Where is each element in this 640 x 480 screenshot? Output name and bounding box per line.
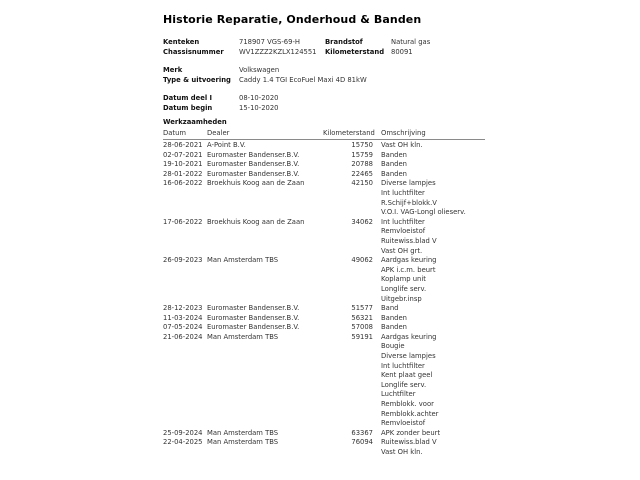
table-row (163, 170, 485, 180)
omschrijving-line: APK zonder beurt (381, 428, 441, 437)
omschrijving-line: Bougie (381, 342, 405, 351)
info-row (163, 65, 488, 75)
cell-omschrijving (373, 170, 485, 180)
info-row (163, 93, 488, 103)
omschrijving-line: Band (381, 304, 399, 313)
omschrijving-line: Ruitewiss.blad V (381, 438, 437, 447)
omschrijving-line: Ruitewiss.blad V (381, 236, 437, 245)
cell-omschrijving (373, 256, 485, 304)
cell-dealer: Man Amsterdam TBS (207, 332, 279, 341)
werkzaamheden-table (163, 129, 485, 458)
table-row (163, 304, 485, 314)
omschrijving-line: Int luchtfilter (381, 188, 425, 197)
cell-omschrijving (373, 314, 485, 324)
table-row (163, 256, 485, 304)
omschrijving-line: Vast OH kln. (381, 448, 423, 456)
cell-dealer: Euromaster Bandenser.B.V. (207, 150, 300, 159)
cell-kilometerstand: 22465 (351, 169, 373, 178)
omschrijving-line: Banden (381, 323, 407, 332)
cell-dealer: Euromaster Bandenser.B.V. (207, 160, 300, 169)
cell-omschrijving (373, 429, 485, 439)
table-row (163, 438, 485, 457)
omschrijving-line: Remvloeistof (381, 419, 426, 428)
cell-dealer: Broekhuis Koog aan de Zaan (207, 179, 305, 188)
omschrijving-line: Int luchtfilter (381, 217, 425, 226)
datum-deel-label: Datum deel I (163, 94, 213, 102)
omschrijving-line: Diverse lampjes (381, 179, 436, 188)
table-row (163, 151, 485, 161)
cell-datum: 28-06-2021 (163, 141, 203, 149)
cell-kilometerstand: 56321 (351, 313, 373, 322)
omschrijving-line: Banden (381, 313, 407, 322)
cell-kilometerstand: 34062 (351, 217, 373, 226)
type-uitvoering-value: Caddy 1.4 TGI EcoFuel Maxi 4D 81kW (239, 76, 367, 84)
datum-deel-value: 08-10-2020 (239, 94, 279, 102)
cell-datum: 07-05-2024 (163, 323, 203, 332)
cell-datum: 21-06-2024 (163, 332, 203, 341)
cell-dealer: Euromaster Bandenser.B.V. (207, 169, 300, 178)
datum-begin-label: Datum begin (163, 104, 213, 112)
page-title: Historie Reparatie, Onderhoud & Banden (163, 13, 422, 26)
cell-dealer: Euromaster Bandenser.B.V. (207, 323, 300, 332)
brandstof-value: Natural gas (391, 38, 431, 46)
vehicle-type-block (163, 65, 488, 85)
cell-datum: 28-12-2023 (163, 304, 203, 313)
info-row (163, 37, 488, 47)
cell-kilometerstand: 49062 (351, 256, 373, 265)
omschrijving-line: Koplamp unit (381, 275, 426, 284)
column-header-dealer: Dealer (207, 129, 230, 137)
cell-datum: 11-03-2024 (163, 313, 203, 322)
cell-kilometerstand: 63367 (351, 428, 373, 437)
werkzaamheden-table-body (163, 140, 485, 458)
cell-datum: 16-06-2022 (163, 179, 203, 188)
cell-dealer: A-Point B.V. (207, 141, 246, 149)
cell-kilometerstand: 15750 (351, 141, 373, 149)
omschrijving-line: Aardgas keuring (381, 332, 437, 341)
cell-datum: 17-06-2022 (163, 217, 203, 226)
cell-datum: 28-01-2022 (163, 169, 203, 178)
cell-dealer: Man Amsterdam TBS (207, 428, 279, 437)
cell-datum: 02-07-2021 (163, 150, 203, 159)
cell-kilometerstand: 57008 (351, 323, 373, 332)
info-row (163, 47, 488, 57)
table-row (163, 429, 485, 439)
omschrijving-line: Remblokk.achter (381, 409, 439, 418)
cell-dealer: Euromaster Bandenser.B.V. (207, 313, 300, 322)
omschrijving-line: Diverse lampjes (381, 352, 436, 361)
cell-dealer: Man Amsterdam TBS (207, 256, 279, 265)
dates-block (163, 93, 488, 113)
cell-omschrijving (373, 218, 485, 256)
table-row (163, 179, 485, 217)
vehicle-identity-block (163, 37, 488, 57)
cell-omschrijving (373, 323, 485, 333)
omschrijving-line: Vast OH kln. (381, 141, 423, 149)
table-row (163, 323, 485, 333)
omschrijving-line: Kent plaat geel (381, 371, 433, 380)
column-header-omschrijving: Omschrijving (381, 129, 426, 137)
cell-kilometerstand: 59191 (351, 332, 373, 341)
kilometerstand-value: 80091 (391, 48, 413, 56)
chassisnummer-label: Chassisnummer (163, 48, 224, 56)
cell-kilometerstand: 42150 (351, 179, 373, 188)
column-header-kilometerstand: Kilometerstand (323, 129, 375, 137)
omschrijving-line: Uitgebr.insp (381, 294, 422, 303)
omschrijving-line: APK i.c.m. beurt (381, 265, 436, 274)
table-row (163, 218, 485, 256)
cell-omschrijving (373, 160, 485, 170)
brandstof-label: Brandstof (325, 38, 363, 46)
omschrijving-line: Int luchtfilter (381, 361, 425, 370)
type-uitvoering-label: Type & uitvoering (163, 76, 231, 84)
cell-datum: 22-04-2025 (163, 438, 203, 447)
merk-value: Volkswagen (239, 66, 280, 74)
column-header-datum: Datum (163, 129, 186, 137)
cell-omschrijving (373, 438, 485, 457)
cell-kilometerstand: 51577 (351, 304, 373, 313)
cell-omschrijving (373, 141, 485, 151)
cell-omschrijving (373, 304, 485, 314)
info-row (163, 75, 488, 85)
cell-datum: 19-10-2021 (163, 160, 203, 169)
omschrijving-line: Longlife serv. (381, 284, 427, 293)
datum-begin-value: 15-10-2020 (239, 104, 279, 112)
cell-dealer: Broekhuis Koog aan de Zaan (207, 217, 305, 226)
omschrijving-line: Vast OH grt. (381, 246, 423, 255)
omschrijving-line: Banden (381, 160, 407, 169)
cell-dealer: Man Amsterdam TBS (207, 438, 279, 447)
table-row (163, 333, 485, 429)
omschrijving-line: Luchtfilter (381, 390, 416, 399)
table-header-row (163, 129, 485, 140)
cell-datum: 26-09-2023 (163, 256, 203, 265)
cell-kilometerstand: 76094 (351, 438, 373, 447)
cell-omschrijving (373, 179, 485, 217)
omschrijving-line: Longlife serv. (381, 380, 427, 389)
cell-datum: 25-09-2024 (163, 428, 203, 437)
table-row (163, 141, 485, 151)
cell-dealer: Euromaster Bandenser.B.V. (207, 304, 300, 313)
cell-kilometerstand: 20788 (351, 160, 373, 169)
kenteken-label: Kenteken (163, 38, 200, 46)
chassisnummer-value: WV1ZZZ2KZLX124551 (239, 48, 317, 56)
omschrijving-line: R.Schijf+blokk.V (381, 198, 437, 207)
omschrijving-line: V.O.I. VAG-Longl olieserv. (381, 208, 466, 217)
omschrijving-line: Remvloeistof (381, 227, 426, 236)
table-row (163, 314, 485, 324)
merk-label: Merk (163, 66, 183, 74)
cell-omschrijving (373, 333, 485, 429)
info-row (163, 103, 488, 113)
omschrijving-line: Remblokk. voor (381, 400, 434, 409)
kenteken-value: 718907 VGS-69-H (239, 38, 301, 46)
cell-kilometerstand: 15759 (351, 150, 373, 159)
omschrijving-line: Banden (381, 169, 407, 178)
omschrijving-line: Aardgas keuring (381, 256, 437, 265)
kilometerstand-label: Kilometerstand (325, 48, 385, 56)
table-row (163, 160, 485, 170)
werkzaamheden-section-title: Werkzaamheden (163, 118, 227, 126)
cell-omschrijving (373, 151, 485, 161)
omschrijving-line: Banden (381, 150, 407, 159)
